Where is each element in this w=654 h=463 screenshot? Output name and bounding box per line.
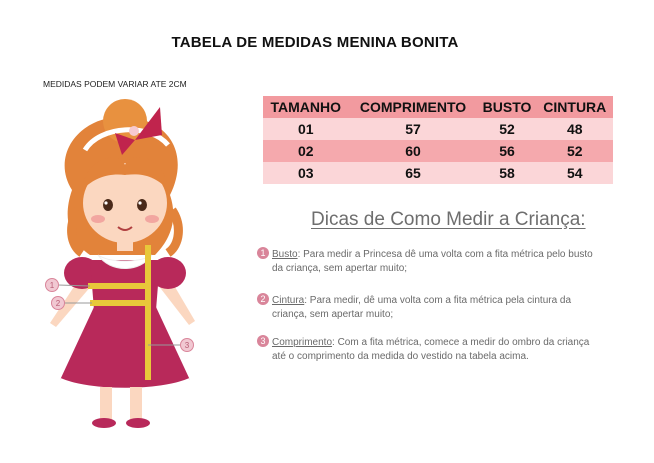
marker-2-icon xyxy=(52,297,65,310)
tip-cintura xyxy=(257,293,571,322)
girl-illustration xyxy=(30,95,205,440)
dress-skirt xyxy=(60,307,190,390)
tip-text-cont: da criança, sem apertar muito; xyxy=(272,263,408,274)
tips-title: Dicas de Como Medir a Criança: xyxy=(311,209,586,230)
cell-waist: 48 xyxy=(537,118,613,140)
leg-right xyxy=(130,387,142,422)
cheek-right xyxy=(145,215,159,223)
step-2-icon: 2 xyxy=(257,293,269,305)
eye-shine-left xyxy=(104,201,107,204)
step-3-icon: 3 xyxy=(257,335,269,347)
cell-bust: 52 xyxy=(477,118,536,140)
tip-term: Cintura xyxy=(272,295,305,306)
tip-busto xyxy=(257,247,593,276)
cell-waist: 52 xyxy=(537,140,613,162)
page-title xyxy=(0,34,654,51)
cheek-left xyxy=(91,215,105,223)
marker-1-label: 1 xyxy=(49,281,55,290)
cell-bust: 58 xyxy=(477,162,536,184)
cell-size: 01 xyxy=(263,118,349,140)
neck xyxy=(117,239,133,251)
tip-term: Busto xyxy=(272,249,298,260)
page-title-text: TABELA DE MEDIDAS MENINA BONITA xyxy=(171,34,459,51)
marker-1-icon xyxy=(46,279,59,292)
marker-2-label: 2 xyxy=(55,299,61,308)
eye-shine-right xyxy=(138,201,141,204)
table-row xyxy=(263,118,613,140)
cell-bust: 56 xyxy=(477,140,536,162)
marker-3-label: 3 xyxy=(184,341,190,350)
cell-waist: 54 xyxy=(537,162,613,184)
step-1-icon: 1 xyxy=(257,247,269,259)
cell-length: 60 xyxy=(349,140,478,162)
cell-size: 03 xyxy=(263,162,349,184)
cell-size: 02 xyxy=(263,140,349,162)
shoe-right xyxy=(126,418,150,428)
tip-text: : Para medir a Princesa dê uma volta com a fita métrica pelo busto xyxy=(297,249,593,260)
table-header-row xyxy=(263,96,613,118)
table-row xyxy=(263,140,613,162)
tip-text-cont: até o comprimento da medida do vestido na tabela acima. xyxy=(272,351,529,362)
header-comprimento: COMPRIMENTO xyxy=(349,96,478,118)
cell-length: 57 xyxy=(349,118,478,140)
tape-length xyxy=(145,245,151,380)
size-table xyxy=(263,96,613,184)
tip-comprimento xyxy=(257,335,589,364)
eye-left xyxy=(103,199,113,211)
header-busto: BUSTO xyxy=(477,96,536,118)
tip-term: Comprimento xyxy=(272,337,333,348)
bow-center xyxy=(129,126,139,136)
tip-text-cont: criança, sem apertar muito; xyxy=(272,309,394,320)
leg-left xyxy=(100,387,112,422)
cell-length: 65 xyxy=(349,162,478,184)
header-cintura: CINTURA xyxy=(537,96,613,118)
eye-right xyxy=(137,199,147,211)
tip-text: : Para medir, dê uma volta com a fita métrica pela cintura da xyxy=(304,295,572,306)
tape-bust xyxy=(88,283,150,289)
header-tamanho: TAMANHO xyxy=(263,96,349,118)
measurement-note: MEDIDAS PODEM VARIAR ATE 2CM xyxy=(43,79,187,89)
tip-text: : Com a fita métrica, comece a medir do ombro da criança xyxy=(332,337,590,348)
marker-3-icon xyxy=(181,339,194,352)
tape-waist xyxy=(90,300,148,306)
table-row xyxy=(263,162,613,184)
shoe-left xyxy=(92,418,116,428)
